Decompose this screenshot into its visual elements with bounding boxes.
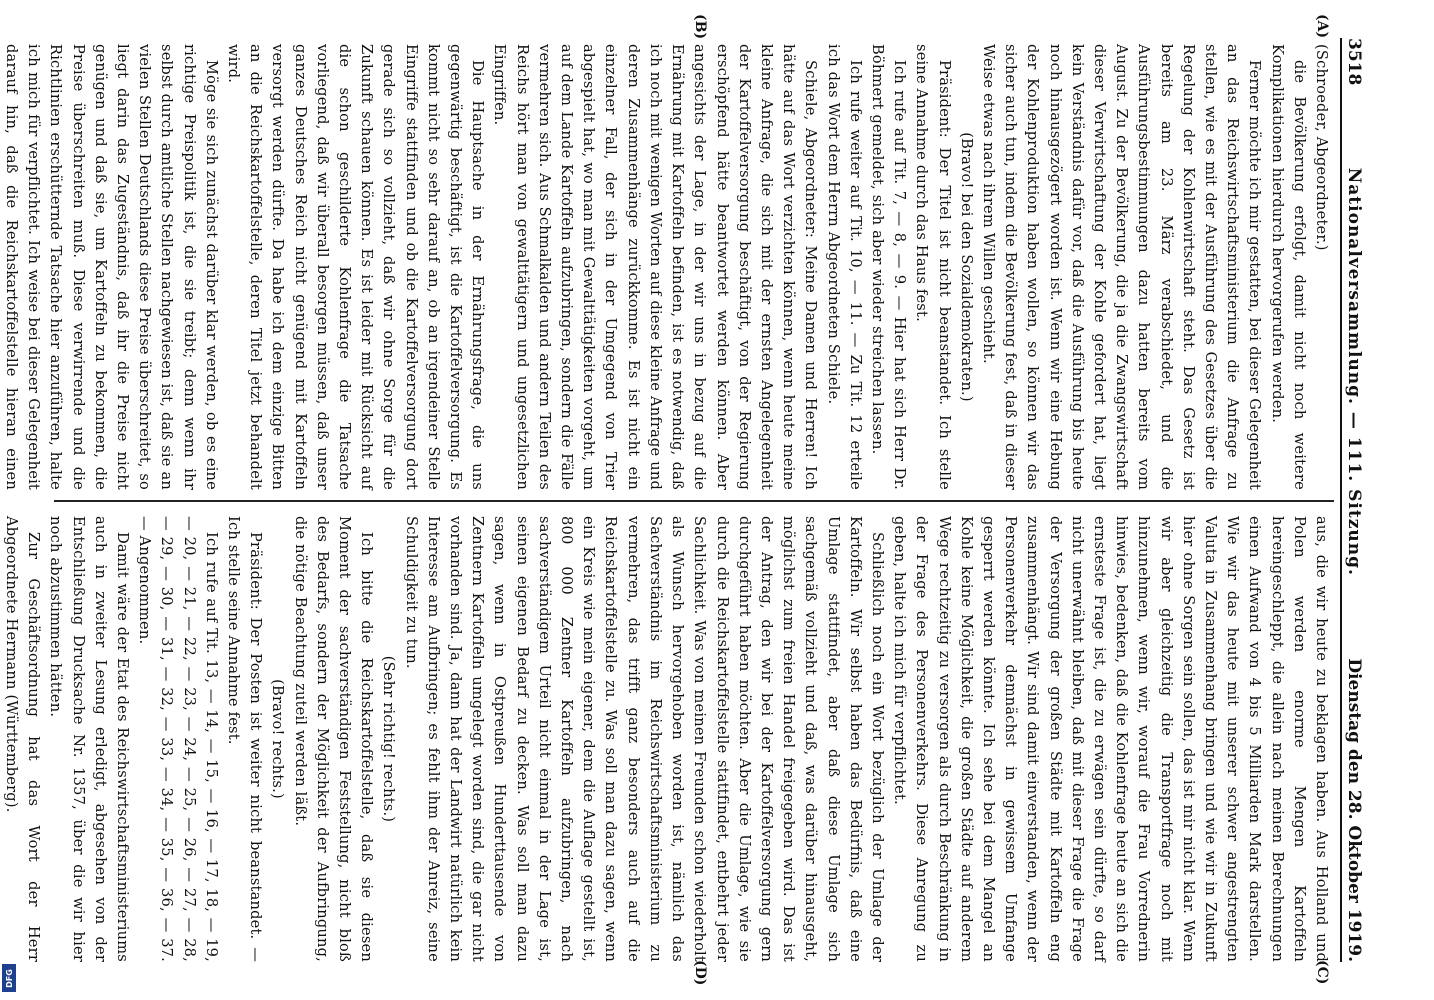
right-column <box>3 516 1332 962</box>
paragraph: Präsident: Der Titel ist nicht beanstandet. Ich stelle seine Annahme durch das Haus fest. <box>913 44 953 490</box>
paragraph: (Schroeder, Abgeordneter.) <box>1313 44 1330 251</box>
margin-marker-c: (C) <box>1314 960 1330 985</box>
column-divider <box>54 500 1334 502</box>
left-column <box>3 44 1332 490</box>
margin-marker-d: (D) <box>692 960 708 986</box>
paragraph: Schließlich noch ein Wort bezüglich der Umlage der Kartoffeln. Wir selbst haben das Bedürfnis, daß eine Umlage stattfindet, aber daß diese Umlage sich sachgemäß vollzieht und daß, was darüber hinausgeht, möglichst zum freien Handel freigegeben wird. Das ist der Antrag, den wir bei der Kartoffelversorgung gern durchgeführt haben möchten. Aber die Umlage, wie sie durch die Reichskartoffelstelle stattfindet, entbehrt jeder Sachlichkeit. Was von meinen Freunden schon wiederholt als Wunsch hervorgehoben worden ist, nämlich das Sachverständnis im Reichswirtschaftsministerium zu vermehren, das trifft ganz besonders auch auf die Reichskartoffelstelle zu. Was soll man dazu sagen, wenn ein Kreis wie mein eigener, dem die Auflage gestellt ist, 800 000 Zentner Kartoffeln aufzubringen, nach sachverständigem Urteil nicht einmal in der Lage ist, seinen eigenen Bedarf zu decken. Was soll man dazu sagen, wenn in Ostpreußen Hunderttausende von Zentnern Kartoffeln umgelegt worden sind, die gar nicht vorhanden sind. Ja, dann hat der Landwirt natürlich kein Interesse am Aufbringen; es fehlt ihm der Anreiz, seine Schuldigkeit zu tun. <box>402 516 886 962</box>
interjection: (Bravo! bei den Sozialdemokraten.) <box>957 132 975 402</box>
paragraph: Ich rufe auf Tit. 13, — 14, — 15, — 16, — 17, 18, — 19, — 20, — 21, — 22, — 23, — 24, — 25, — 26, — 27, — 28, — 29, — 30, — 31, — 32, — 33, — 34, — 35, — 36, — 37. — Angenommen. <box>136 516 220 962</box>
paragraph: Ich rufe weiter auf Tit. 10, — 11. — Zu Tit. 12 erteile ich das Wort dem Herrn Abgeordneten Schiele. <box>824 44 864 490</box>
page-number: 3518 <box>1344 38 1364 86</box>
page-title: Nationalversammlung. — 111. Sitzung. <box>1344 167 1364 576</box>
paragraph: Damit wäre der Etat des Reichswirtschaftsministeriums auch in zweiter Lesung erledigt, abgesehen von der Entschließung Drucksache Nr. 1357, über die wir hier noch abzustimmen hätten. <box>47 516 132 962</box>
paragraph: aus, die wir heute zu beklagen haben. Aus Holland und Polen werden enorme Mengen Kartoffeln hereingeschleppt, die allein nach meinen Berechnungen einen Aufwand von 4 bis 5 Milliarden Mark darstellen. Wie wir das heute mit unserer schwer angestrengten Valuta in Zusammenhang bringen und wie wir in Zukunft hier ohne Sorgen sein sollen, das ist mir nicht klar. Wenn wir aber gleichzeitig die Transportfrage noch mit hinzunehmen, wenn wir, worauf die Frau Vorrednerin hinwies, bedenken, daß die Kohlenfrage heute an sich die ernsteste Frage ist, die zu erwägen sein dürfte, so darf nicht unerwähnt bleiben, daß mit dieser Frage die Frage der Versorgung der großen Städte mit Kartoffeln eng zusammenhängt. Wir sind damit einverstanden, wenn der Personenverkehr demnächst in gewissem Umfange gesperrt werden könnte. Ich sehe bei dem Mangel an Kohle keine Möglichkeit, die großen Städte auf anderem Wege rechtzeitig zu versorgen als durch Beschränkung in der Frage des Personenverkehrs. Diese Anregung zu geben, halte ich mich für verpflichtet. <box>891 516 1330 962</box>
paragraph: Präsident: Der Posten ist weiter nicht beanstandet. — Ich stelle seine Annahme fest. <box>225 516 265 962</box>
interjection: (Sehr richtig! rechts.) <box>380 655 398 823</box>
dfg-logo-text: DFG <box>4 968 14 988</box>
page-header <box>1340 38 1376 962</box>
paragraph: Zur Geschäftsordnung hat das Wort der Herr Abgeordnete Hermann (Württemberg). <box>3 516 43 962</box>
paragraph: Ferner möchte ich mir gestatten, bei dieser Gelegenheit an das Reichswirtschaftsministerium die Anfrage zu stellen, wie es mit der Ausführung des Gesetzes über die Regelung der Kohlenwirtschaft steht. Das Gesetz ist bereits am 23. März verabschiedet, und die Ausführungsbestimmungen dazu hatten bereits vom August. Zu der Bevölkerung, die ja die Zwangswirtschaft dieser Verwirtschaftung der Kohle gefordert hat, liegt kein Verständnis dafür vor, daß die Ausführung bis heute noch hinausgezögert worden ist. Wenn wir eine Hebung der Kohlenproduktion haben wollen, so können wir das sicher auch tun, indem die Bevölkerung fest, daß in dieser Weise etwas nach ihrem Willen geschieht. <box>979 44 1264 490</box>
margin-marker-a: (A) <box>1314 14 1330 39</box>
paragraph: die Bevölkerung erfolgt, damit nicht noch weitere Komplikationen hierdurch hervorgerufen werden. <box>1268 44 1308 490</box>
margin-marker-b: (B) <box>692 14 708 40</box>
paragraph: Schiele, Abgeordneter: Meine Damen und Herren! Ich hätte auf das Wort verzichten können, wenn heute meine kleine Anfrage, die sich mit der ernsten Angelegenheit der Kartoffelversorgung beschäftigt, von der Regierung erschöpfend hätte beantwortet werden können. Aber angesichts der Lage, in der wir uns in bezug auf die Ernährung mit Kartoffeln befinden, ist es notwendig, daß ich noch mit wenigen Worten auf diese kleine Anfrage und deren Zusammenhänge zurückkomme. Es ist nicht ein einzelner Fall, der sich in der Umgegend von Trier abgespielt hat, wo man mit Gewalttätigkeiten vorgeht, um auf dem Lande Kartoffeln aufzubringen, sondern die Fälle vermehren sich. Aus Schmalkalden und andern Teilen des Reichs hört man von gewalttätigern und ungesetzlichen Eingriffen. <box>491 44 820 490</box>
paragraph: Ich rufe auf Tit. 7, — 8, — 9. — Hier hat sich Herr Dr. Böhmert gemeldet, sich aber wieder streichen lassen. <box>868 44 909 490</box>
interjection: (Bravo! rechts.) <box>269 679 287 799</box>
paragraph: Möge sie sich zunächst darüber klar werden, ob es eine richtige Preispolitik ist, die sie treibt; denn wenn ihr selbst durch amtliche Stellen nachgewiesen ist, daß sie an vielen Stellen Deutschlands diese Preise überschreitet, so liegt darin das Zugeständnis, daß ihr die Preise nicht genügen und daß sie, um Kartoffeln zu bekommen, die Preise überschreiten muß. Diese verwirrende und die Richtlinien erschütternde Tatsache hier anzuführen, halte ich mich für verpflichtet. Ich weise bei dieser Gelegenheit darauf hin, daß die Reichskartoffelstelle hieran einen <box>3 44 220 490</box>
paragraph: Ich bitte die Reichskartoffelstelle, daß sie diesen Moment der sachverständigen Feststellung, nicht bloß des Bedarfs, sondern der Möglichkeit der Aufbringung, die nötige Beachtung zuteil werden läßt. <box>291 516 376 962</box>
page-date: Dienstag den 28. Oktober 1919. <box>1344 658 1364 962</box>
paragraph: Die Hauptsache in der Ernährungsfrage, die uns gegenwärtig beschäftigt, ist die Kartoffelversorgung. Es kommt nicht so sehr darauf an, ob an irgendeiner Stelle Eingriffe stattfinden und ob die Kartoffelversorgung dort gerade sich so vollzieht, daß wir ohne Sorge für die Zukunft schauen können. Es ist leider mit Rücksicht auf die schon geschilderte Kohlenfrage die Tatsache vorliegend, daß wir überall besorgen müssen, daß unser ganzes Deutsches Reich nicht genügend mit Kartoffeln versorgt werden dürfte. Da habe ich dem einzige Bitten an die Reichskartoffelstelle, deren Titel jetzt behandelt wird. <box>225 44 487 490</box>
